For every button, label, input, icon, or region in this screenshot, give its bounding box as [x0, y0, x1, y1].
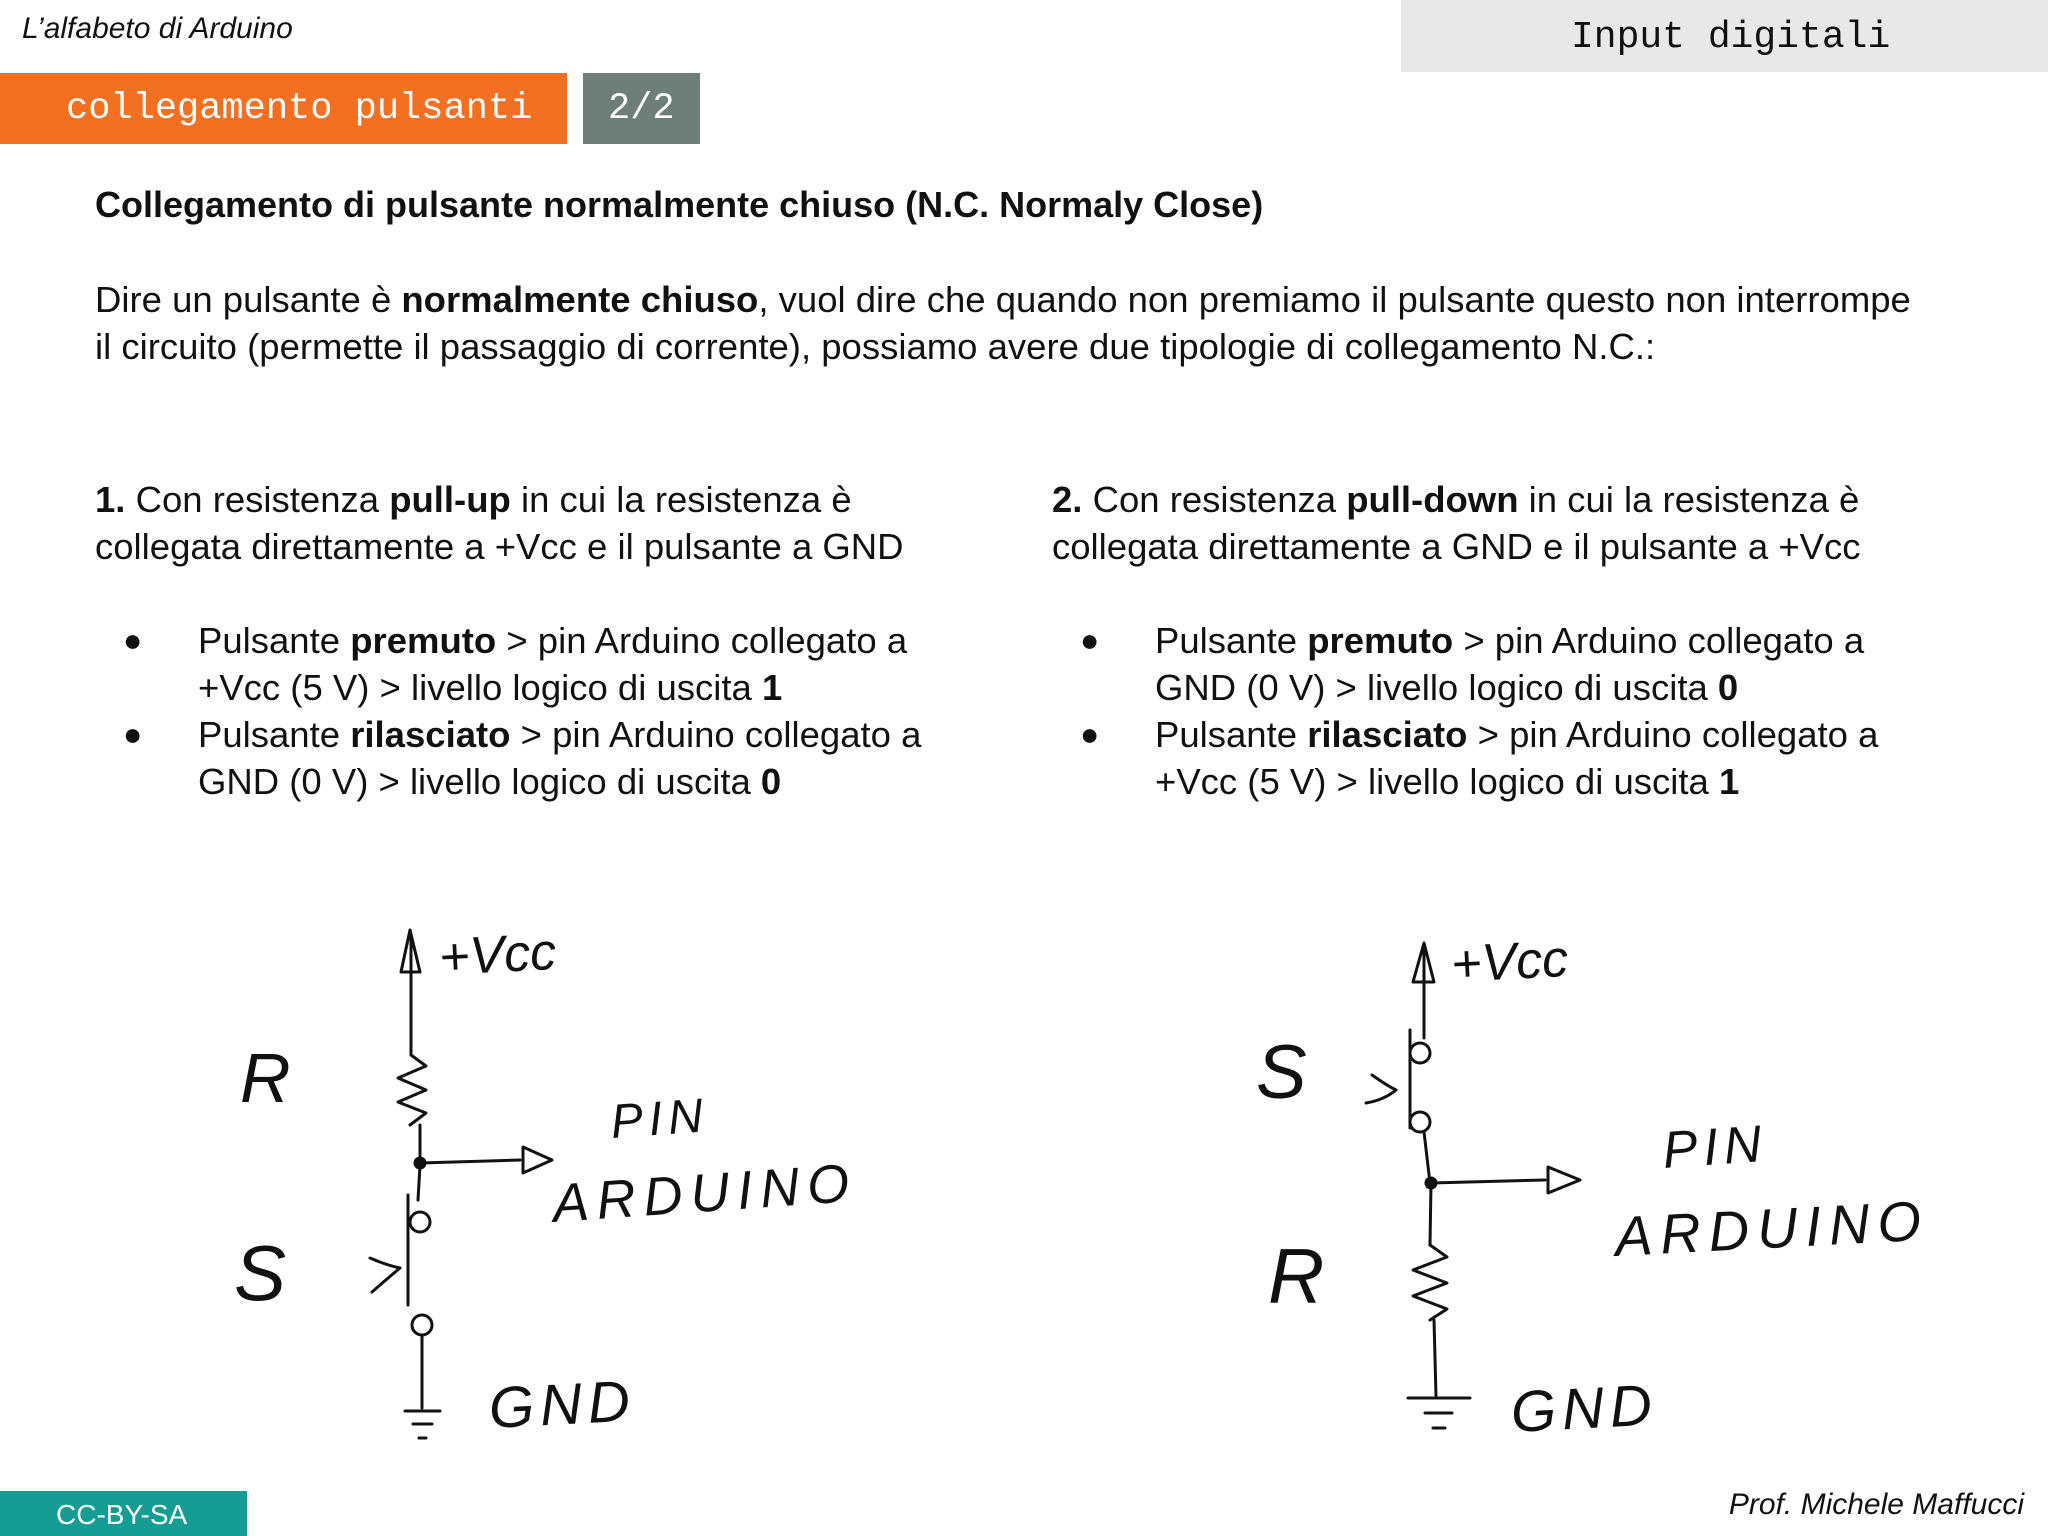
vcc-label: +Vcc	[1449, 929, 1570, 994]
resistor-label: R	[1268, 1232, 1325, 1320]
gnd-label: GND	[1509, 1372, 1660, 1445]
bullet-bold: rilasciato	[350, 714, 511, 755]
desc-text-end: in cui la resistenza è collegata direttamente a GND e il pulsante a +Vcc	[1052, 479, 1861, 567]
pull-down-circuit-diagram	[1366, 943, 1580, 1428]
desc-text: Con resistenza	[125, 479, 390, 520]
intro-text-end: , vuol dire che quando non premiamo il pulsante questo non interrompe il circuito (permette il passaggio di corrente), possiamo avere due tipologie di collegamento N.C.:	[95, 279, 1911, 367]
license-text: CC-BY-SA	[56, 1499, 188, 1530]
bullet-text: Pulsante	[198, 620, 351, 661]
bullet-bold: premuto	[350, 620, 497, 661]
wire	[1431, 1180, 1545, 1183]
author-credit: Prof. Michele Maffucci	[1728, 1488, 2024, 1521]
license-badge	[0, 1491, 247, 1536]
arduino-label: ARDUINO	[1613, 1188, 1931, 1268]
switch-contact	[412, 1315, 432, 1335]
bullet-text: Pulsante	[198, 714, 351, 755]
arduino-label: ARDUINO	[550, 1152, 860, 1234]
bullet-icon: ●	[1080, 716, 1100, 752]
wire	[1424, 1132, 1430, 1183]
page-indicator: 2/2	[608, 88, 675, 130]
item-number: 2.	[1052, 479, 1083, 520]
desc-bold: pull-up	[389, 479, 511, 520]
bullet-text-end: > pin Arduino collegato a GND (0 V) > livello logico di uscita	[1155, 620, 1865, 708]
wire	[1430, 1183, 1431, 1245]
logic-level-value: 0	[760, 761, 782, 802]
bullet-text-end: > pin Arduino collegato a +Vcc (5 V) > livello logico di uscita	[198, 620, 908, 708]
switch-actuator	[1366, 1075, 1396, 1103]
bullet-icon: ●	[1080, 622, 1100, 658]
wire	[418, 1165, 420, 1200]
bullet-icon: ●	[123, 716, 143, 752]
switch-contact	[1410, 1043, 1430, 1063]
bullet-text-end: > pin Arduino collegato a GND (0 V) > livello logico di uscita	[198, 714, 922, 802]
vcc-label: +Vcc	[437, 922, 558, 987]
ground-symbol	[405, 1411, 440, 1438]
wire	[420, 1160, 520, 1163]
pin-arrow	[1548, 1167, 1580, 1193]
switch-contact	[1410, 1112, 1430, 1132]
bullet-icon: ●	[123, 622, 143, 658]
pin-label: PIN	[609, 1089, 711, 1149]
intro-text: Dire un pulsante è	[95, 279, 402, 320]
bullet-bold: premuto	[1307, 620, 1454, 661]
bullet-text: Pulsante	[1155, 620, 1308, 661]
ground-symbol	[1408, 1398, 1470, 1428]
resistor-label: R	[240, 1039, 291, 1117]
bullet-bold: rilasciato	[1307, 714, 1468, 755]
logic-level-value: 1	[761, 667, 783, 708]
pull-up-circuit-diagram	[370, 930, 552, 1438]
main-heading: Collegamento di pulsante normalmente chiuso (N.C. Normaly Close)	[95, 184, 1264, 225]
desc-text-end: in cui la resistenza è collegata direttamente a +Vcc e il pulsante a GND	[95, 479, 904, 567]
section-label: collegamento pulsanti	[66, 88, 533, 130]
switch-contact	[410, 1212, 430, 1232]
desc-bold: pull-down	[1346, 479, 1519, 520]
pin-label: PIN	[1660, 1114, 1770, 1180]
switch-label: S	[1256, 1030, 1307, 1115]
logic-level-value: 0	[1717, 667, 1739, 708]
topic-title: Input digitali	[1571, 16, 1891, 59]
intro-bold: normalmente chiuso	[401, 279, 759, 320]
course-title: L’alfabeto di Arduino	[22, 12, 293, 45]
bullet-text-end: > pin Arduino collegato a +Vcc (5 V) > livello logico di uscita	[1155, 714, 1879, 802]
item-number: 1.	[95, 479, 126, 520]
switch-actuator	[370, 1258, 400, 1292]
resistor-symbol	[398, 1055, 426, 1125]
wire	[1434, 1320, 1436, 1396]
resistor-symbol	[1413, 1245, 1447, 1320]
logic-level-value: 1	[1718, 761, 1740, 802]
pin-arrow	[523, 1147, 552, 1173]
bullet-text: Pulsante	[1155, 714, 1308, 755]
switch-label: S	[234, 1229, 287, 1317]
desc-text: Con resistenza	[1082, 479, 1347, 520]
gnd-label: GND	[487, 1368, 638, 1441]
